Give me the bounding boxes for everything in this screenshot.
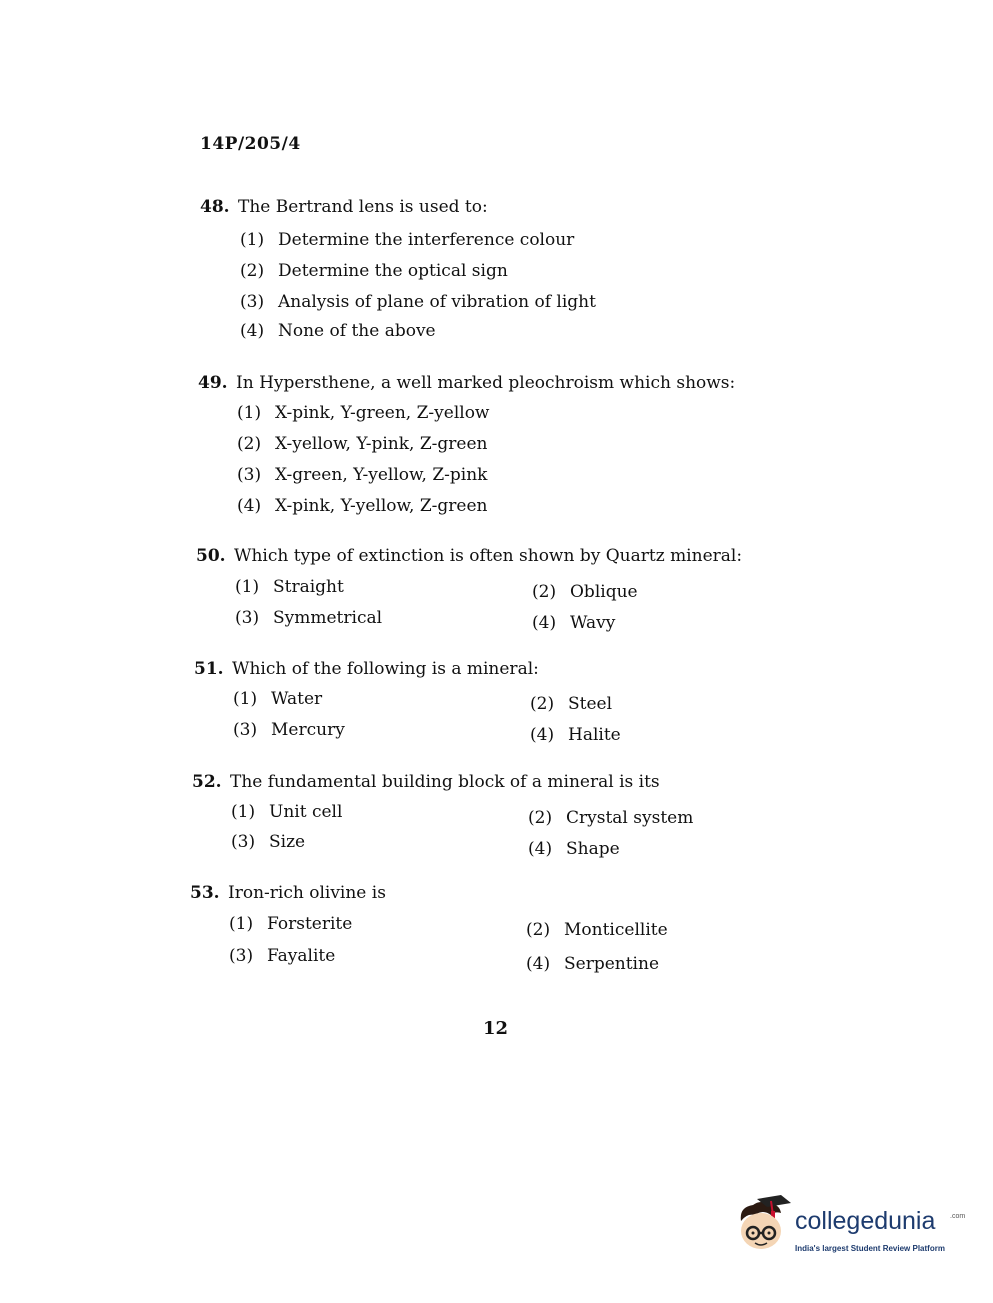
option-text: Serpentine bbox=[564, 954, 660, 974]
question-text: The Bertrand lens is used to: bbox=[238, 197, 488, 217]
option bbox=[237, 434, 487, 454]
question-number: 52. bbox=[192, 772, 222, 792]
option-number: (3) bbox=[233, 720, 258, 740]
option bbox=[240, 292, 596, 312]
question-number: 51. bbox=[194, 659, 224, 679]
option bbox=[229, 946, 335, 966]
option-text: X-pink, Y-yellow, Z-green bbox=[275, 496, 488, 516]
option bbox=[233, 720, 345, 740]
option-number: (4) bbox=[237, 496, 262, 516]
option-text: Mercury bbox=[271, 720, 345, 740]
question-stem bbox=[200, 197, 488, 217]
option bbox=[231, 802, 342, 822]
option-number: (4) bbox=[532, 613, 557, 633]
option-text: Halite bbox=[568, 725, 621, 745]
option-number: (1) bbox=[229, 914, 254, 934]
option-number: (2) bbox=[532, 582, 557, 602]
option bbox=[235, 577, 344, 597]
option bbox=[229, 914, 352, 934]
option bbox=[532, 613, 615, 633]
question-text: In Hypersthene, a well marked pleochroism which shows: bbox=[236, 373, 736, 393]
option-number: (1) bbox=[231, 802, 256, 822]
question-text: Which type of extinction is often shown by Quartz mineral: bbox=[234, 546, 743, 566]
option-number: (4) bbox=[526, 954, 551, 974]
option-text: X-pink, Y-green, Z-yellow bbox=[275, 403, 490, 423]
option bbox=[237, 403, 489, 423]
option-text: Shape bbox=[566, 839, 620, 859]
option-number: (1) bbox=[235, 577, 260, 597]
option-number: (2) bbox=[528, 808, 553, 828]
page-code: 14P/205/4 bbox=[200, 134, 301, 154]
option-number: (2) bbox=[237, 434, 262, 454]
option bbox=[530, 725, 621, 745]
option bbox=[237, 496, 487, 516]
question-text: The fundamental building block of a mineral is its bbox=[230, 772, 660, 792]
question-stem bbox=[190, 883, 386, 903]
option-text: Unit cell bbox=[269, 802, 343, 822]
option-number: (2) bbox=[526, 920, 551, 940]
logo-tagline: India's largest Student Review Platform bbox=[795, 1244, 945, 1253]
option-number: (1) bbox=[233, 689, 258, 709]
option-text: None of the above bbox=[278, 321, 436, 341]
option-number: (3) bbox=[229, 946, 254, 966]
option-number: (3) bbox=[231, 832, 256, 852]
option-text: Analysis of plane of vibration of light bbox=[278, 292, 596, 312]
option bbox=[528, 808, 693, 828]
option-text: X-yellow, Y-pink, Z-green bbox=[275, 434, 488, 454]
option-text: Determine the interference colour bbox=[278, 230, 575, 250]
collegedunia-logo bbox=[735, 1195, 965, 1265]
option-text: Fayalite bbox=[267, 946, 336, 966]
option-number: (3) bbox=[237, 465, 262, 485]
option bbox=[526, 920, 668, 940]
option-number: (3) bbox=[240, 292, 265, 312]
option-text: Monticellite bbox=[564, 920, 668, 940]
option-number: (2) bbox=[240, 261, 265, 281]
question-number: 50. bbox=[196, 546, 226, 566]
option bbox=[532, 582, 638, 602]
question-text: Which of the following is a mineral: bbox=[232, 659, 539, 679]
option-text: Straight bbox=[273, 577, 344, 597]
option-number: (4) bbox=[240, 321, 265, 341]
question-stem bbox=[198, 373, 735, 393]
option bbox=[240, 321, 436, 341]
logo-suffix: .com bbox=[950, 1213, 966, 1220]
option-text: Forsterite bbox=[267, 914, 353, 934]
option-text: Size bbox=[269, 832, 306, 852]
option-text: Water bbox=[271, 689, 323, 709]
option bbox=[240, 230, 574, 250]
question-stem bbox=[194, 659, 539, 679]
option-text: Wavy bbox=[570, 613, 616, 633]
option-text: X-green, Y-yellow, Z-pink bbox=[275, 465, 488, 485]
option-number: (3) bbox=[235, 608, 260, 628]
option bbox=[237, 465, 487, 485]
option-text: Steel bbox=[568, 694, 613, 714]
option bbox=[526, 954, 659, 974]
option-number: (1) bbox=[240, 230, 265, 250]
logo-name: collegedunia bbox=[795, 1207, 936, 1235]
question-text: Iron-rich olivine is bbox=[228, 883, 386, 903]
option-text: Oblique bbox=[570, 582, 638, 602]
option-number: (4) bbox=[528, 839, 553, 859]
question-number: 48. bbox=[200, 197, 230, 217]
option bbox=[240, 261, 508, 281]
option-number: (1) bbox=[237, 403, 262, 423]
question-stem bbox=[192, 772, 660, 792]
question-number: 53. bbox=[190, 883, 220, 903]
option bbox=[231, 832, 305, 852]
option-number: (4) bbox=[530, 725, 555, 745]
option bbox=[233, 689, 322, 709]
option-number: (2) bbox=[530, 694, 555, 714]
option bbox=[235, 608, 382, 628]
option-text: Symmetrical bbox=[273, 608, 383, 628]
question-number: 49. bbox=[198, 373, 228, 393]
question-stem bbox=[196, 546, 742, 566]
option-text: Crystal system bbox=[566, 808, 694, 828]
page-number: 12 bbox=[483, 1018, 509, 1039]
option bbox=[528, 839, 620, 859]
option bbox=[530, 694, 612, 714]
mascot-icon bbox=[735, 1195, 793, 1257]
option-text: Determine the optical sign bbox=[278, 261, 508, 281]
